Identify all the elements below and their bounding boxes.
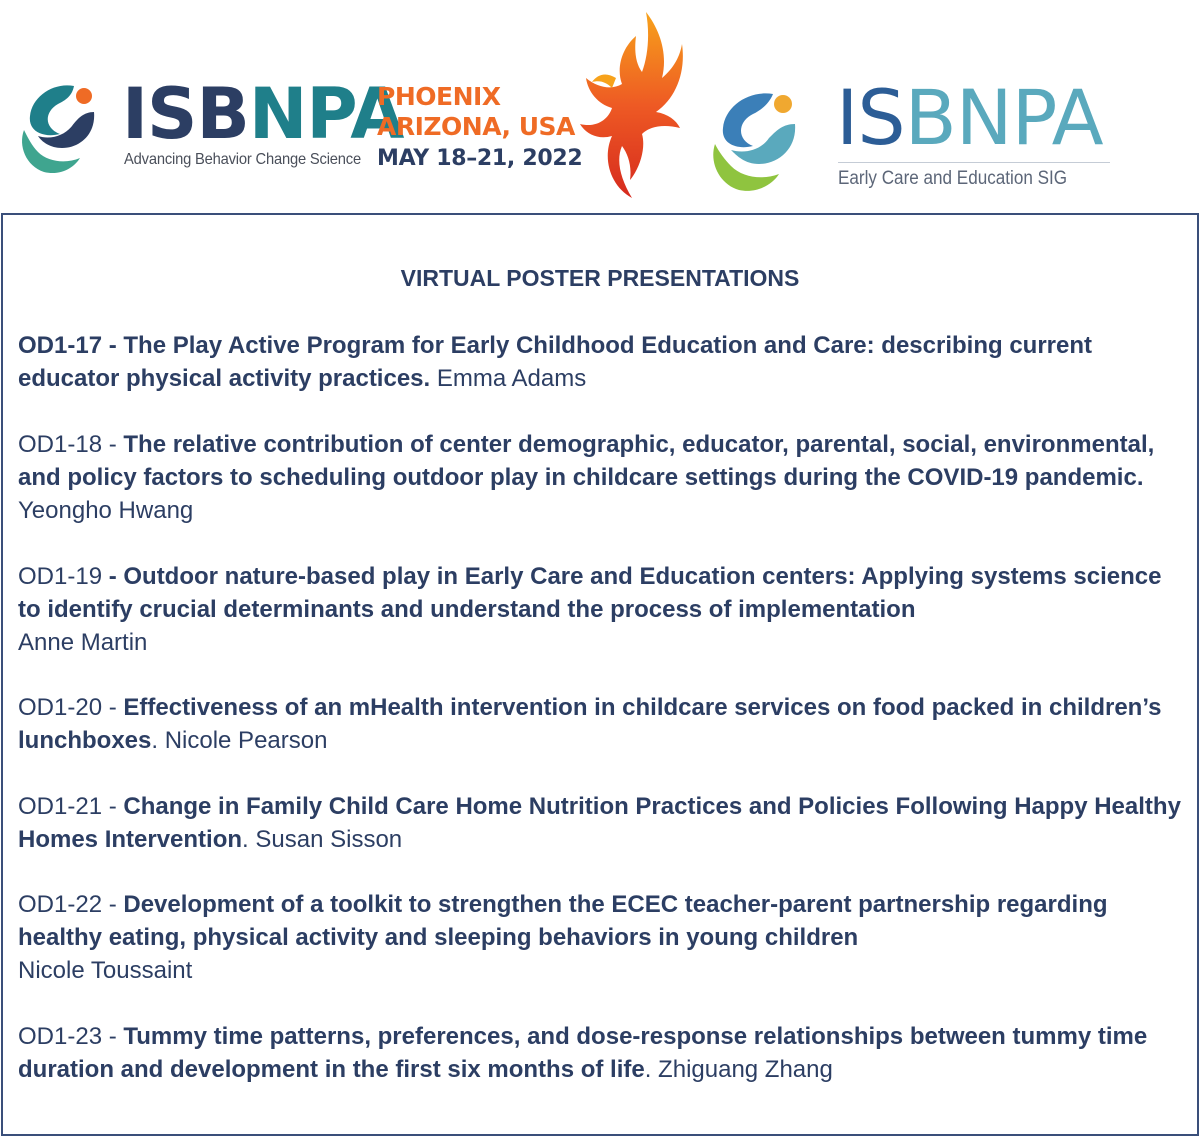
poster-title: Development of a toolkit to strengthen the ECEC teacher-parent partnership regarding healthy eating, physical activity and sleeping behaviors in young children xyxy=(18,891,1108,951)
poster-title: Tummy time patterns, preferences, and dose-response relationships between tummy time duration and development in the first six months of life xyxy=(18,1023,1148,1083)
poster-author: Anne Martin xyxy=(18,629,148,656)
section-title: VIRTUAL POSTER PRESENTATIONS xyxy=(400,265,800,291)
sig-swirl-logo-icon xyxy=(703,84,805,196)
isbnpa-swirl-logo-icon xyxy=(14,78,106,178)
poster-entry-od1-19 xyxy=(18,560,1190,659)
sig-subtitle: Early Care and Education SIG xyxy=(838,168,1068,189)
poster-entry-od1-21 xyxy=(18,790,1190,856)
poster-entry-od1-20 xyxy=(18,691,1190,757)
poster-entry-od1-17 xyxy=(18,329,1190,395)
poster-title: Change in Family Child Care Home Nutrition Practices and Policies Following Happy Healthy Homes Intervention xyxy=(18,793,1181,853)
event-dates: MAY 18–21, 2022 xyxy=(377,146,583,171)
poster-code: OD1-22 - xyxy=(18,891,124,918)
isbnpa-wordmark: ISBNPA xyxy=(122,73,404,155)
poster-code: OD1-21 - xyxy=(18,793,124,820)
poster-entry-od1-22 xyxy=(18,888,1190,987)
poster-title: The relative contribution of center demographic, educator, parental, social, environmental, and policy factors to scheduling outdoor play in childcare settings during the COVID-19 pandemic. xyxy=(18,431,1155,491)
sig-divider xyxy=(838,162,1110,163)
poster-author: Yeongho Hwang xyxy=(18,497,194,524)
poster-title: The Play Active Program for Early Childhood Education and Care: describing current educator physical activity practices. xyxy=(18,332,1093,392)
sig-wordmark: ISBNPA xyxy=(836,73,1103,162)
poster-author: Emma Adams xyxy=(430,365,587,392)
poster-author: . Susan Sisson xyxy=(242,826,403,853)
poster-entry-od1-18 xyxy=(18,428,1190,527)
poster-author: . Zhiguang Zhang xyxy=(644,1056,833,1083)
poster-title: - Outdoor nature-based play in Early Care and Education centers: Applying systems science to identify crucial determinants and understand the process of implementation xyxy=(18,563,1162,623)
poster-code: OD1-20 - xyxy=(18,694,124,721)
event-state: ARIZONA, USA xyxy=(377,112,575,141)
poster-code: OD1-23 - xyxy=(18,1023,124,1050)
poster-author: . Nicole Pearson xyxy=(151,727,328,754)
poster-title: Effectiveness of an mHealth intervention in childcare services on food packed in children’s lunchboxes xyxy=(18,694,1162,754)
phoenix-bird-icon xyxy=(576,8,688,208)
event-city: PHOENIX xyxy=(377,82,501,111)
isbnpa-tagline: Advancing Behavior Change Science xyxy=(124,151,361,168)
poster-code: OD1-17 - xyxy=(18,332,124,359)
poster-code: OD1-19 xyxy=(18,563,109,590)
poster-author: Nicole Toussaint xyxy=(18,957,193,984)
poster-entry-od1-23 xyxy=(18,1020,1190,1086)
poster-code: OD1-18 - xyxy=(18,431,124,458)
header-banner xyxy=(0,0,1200,214)
event-info xyxy=(377,82,582,174)
